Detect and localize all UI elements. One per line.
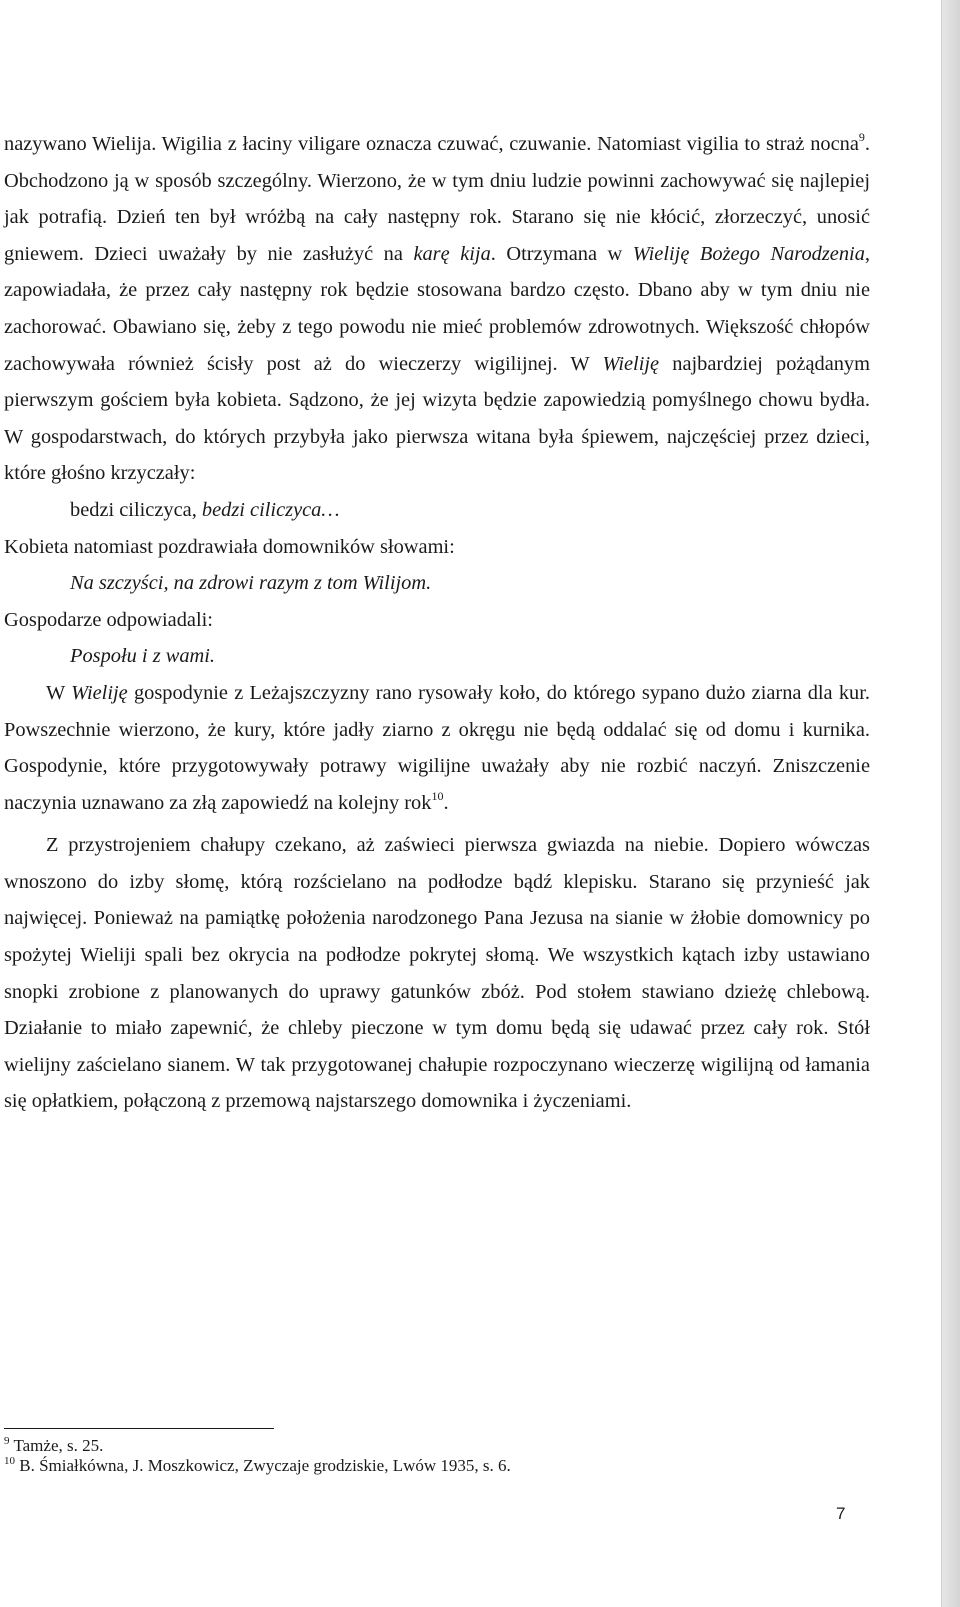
footnote-number: 9 [4, 1435, 10, 1447]
vertical-scrollbar[interactable] [941, 0, 960, 1607]
paragraph-gospodynie [4, 675, 870, 821]
line-kobieta: Kobieta natomiast pozdrawiała domowników słowami: [4, 535, 455, 558]
footnote-separator [4, 1428, 274, 1429]
footnote-number: 10 [4, 1455, 15, 1467]
italic-phrase: Wieliję Bożego Narodzenia [632, 242, 865, 265]
italic-phrase: Wieliję [71, 681, 128, 704]
line-gospodarze: Gospodarze odpowiadali: [4, 608, 213, 631]
paragraph-text: gospodynie z Leżajszczyzny rano rysowały koło, do którego sypano dużo ziarna dla kur. Powszechnie wierzono, że kury, które jadły ziarno z okręgu nie będą oddalać się od domu i kurnika. Gospodynie, które przygotowywały potrawy wigilijne uważały aby nie rozbić naczyń. Zniszczenie naczynia uznawano za złą zapowiedź na kolejny rok [4, 681, 870, 814]
footnote-9 [4, 1436, 864, 1456]
italic-phrase: karę kija [413, 242, 491, 265]
paragraph-text: . Obchodzono ją w sposób szczególny. Wierzono, że w tym dniu ludzie powinni zachowywać się najlepiej jak potrafią. Dzień ten był wróżbą na cały następny rok. Starano się nie kłócić, złorzeczyć, unosić gniewem. Dzieci uważały by nie zasłużyć na [4, 133, 870, 265]
footnotes [4, 1436, 864, 1476]
quote-greeting [4, 565, 870, 602]
quote-reply [4, 638, 870, 675]
footnote-ref-9[interactable]: 9 [858, 130, 865, 144]
page-number: 7 [836, 1504, 846, 1523]
quote-text-italic: Na szczyści, na zdrowi razym z tom Wilijom. [70, 572, 432, 595]
paragraph-text: nazywano Wielija. Wigilia z łaciny viligare oznacza czuwać, czuwanie. Natomiast vigilia to straż nocna [4, 133, 859, 155]
quote-children-shout [4, 492, 870, 529]
paragraph-text: W [46, 681, 72, 704]
footnote-ref-10[interactable]: 10 [431, 788, 444, 803]
paragraph-text: , zapowiadała, że przez cały następny rok będzie stosowana bardzo często. Dbano aby w tym dniu nie zachorować. Obawiano się, żeby z tego powodu nie mieć problemów zdrowotnych. Większość chłopów zachowywała również ścisły post aż do wieczerzy wigilijnej. W [4, 242, 871, 375]
quote-text-italic: Pospołu i z wami. [70, 645, 216, 668]
italic-phrase: Wieliję [602, 352, 660, 375]
paragraph-text: . [443, 791, 449, 814]
quote-text-italic: bedzi ciliczyca… [201, 498, 340, 521]
paragraph-text: . Otrzymana w [490, 242, 633, 265]
document-page [4, 126, 870, 1120]
footnote-text: B. Śmiałkówna, J. Moszkowicz, Zwyczaje grodziskie, Lwów 1935, s. 6. [15, 1456, 511, 1475]
footnote-10 [4, 1456, 864, 1476]
paragraph-text: najbardziej pożądanym pierwszym gościem była kobieta. Sądzono, że jej wizyta będzie zapowiedzią pomyślnego chowu bydła. W gospodarstwach, do których przybyła jako pierwsza witana była śpiewem, najczęściej przez dzieci, które głośno krzyczały: [4, 352, 870, 485]
paragraph-przystrojenie: Z przystrojeniem chałupy czekano, aż zaświeci pierwsza gwiazda na niebie. Dopiero wówczas wnoszono do izby słomę, którą rozścielano na podłodze bądź klepisku. Starano się przynieść jak najwięcej. Ponieważ na pamiątkę położenia narodzonego Pana Jezusa na sianie w żłobie domownicy po spożytej Wieliji spali bez okrycia na podłodze pokrytej słomą. We wszystkich kątach izby ustawiano snopki zrobione z planowanych do uprawy gatunków zbóż. Pod stołem stawiano dzieżę chlebową. Działanie to miało zapewnić, że chleby pieczone w tym domu będą się udawać przez cały rok. Stół wielijny zaścielano sianem. W tak przygotowanej chałupie rozpoczynano wieczerzę wigilijną od łamania się opłatkiem, połączoną z przemową najstarszego domownika i życzeniami. [4, 834, 870, 1113]
footnote-text: Tamże, s. 25. [9, 1436, 104, 1455]
paragraph-wigilia-meaning [4, 126, 870, 492]
quote-text: bedzi ciliczyca, [70, 498, 202, 521]
